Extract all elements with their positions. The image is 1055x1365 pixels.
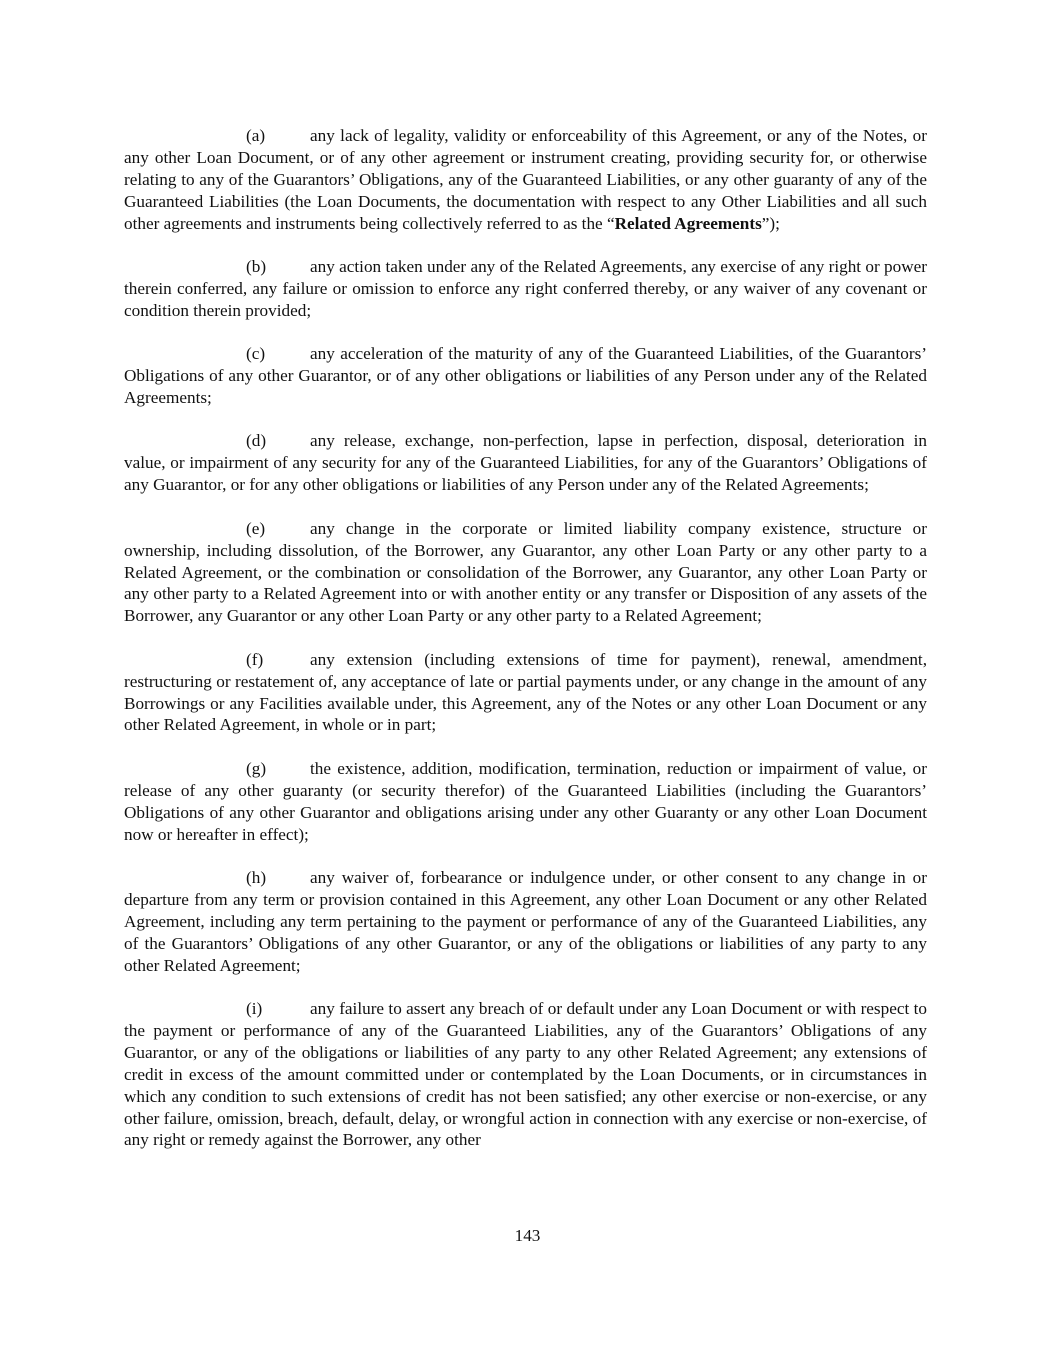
paragraph-marker: (d) (246, 431, 267, 451)
paragraph-text-end: ”); (761, 213, 780, 233)
paragraph-text: the existence, addition, modification, termination, reduction or impairment of value, or release of any other guaranty (or security therefor) of the Guaranteed Liabilities (including the Guarantors’ Obligations of any other Guarantor and obligations arising under any other Guaranty or any other Loan Document now or hereafter in effect); (124, 758, 927, 844)
paragraph-f (124, 649, 927, 737)
paragraph-marker: (c) (246, 344, 266, 364)
paragraph-d (124, 430, 927, 496)
paragraph-text: any change in the corporate or limited liability company existence, structure or ownership, including dissolution, of the Borrower, any Guarantor, any other Loan Party or any other party to a Related Agreement, or the combination or consolidation of the Borrower, any Guarantor, any other Loan Party or any other party to a Related Agreement into or with another entity or any transfer or Disposition of any assets of the Borrower, any Guarantor or any other Loan Party or any other party to a Related Agreement; (124, 518, 927, 626)
paragraph-c (124, 343, 927, 409)
paragraph-text: any action taken under any of the Related Agreements, any exercise of any right or power therein conferred, any failure or omission to enforce any right conferred thereby, or any waiver of any covenant or condition therein provided; (124, 257, 927, 320)
defined-term: Related Agreements (614, 213, 762, 233)
paragraph-text: any lack of legality, validity or enforceability of this Agreement, or any of the Notes, or any other Loan Document, or of any other agreement or instrument creating, providing security for, or otherwise relating to any of the Guarantors’ Obligations, any of the Guaranteed Liabilities, or any other guaranty of any of the Guaranteed Liabilities (the Loan Documents, the documentation with respect to any Other Liabilities and all such other agreements and instruments being collectively referred to as the “ (124, 126, 927, 233)
paragraph-e (124, 518, 927, 628)
paragraph-text: any extension (including extensions of time for payment), renewal, amendment, restructuring or restatement of, any acceptance of late or partial payments under, or any change in the amount of any Borrowings or any Facilities available under, this Agreement, any of the Notes or any other Loan Document or any other Related Agreement, in whole or in part; (124, 649, 927, 735)
paragraph-a (124, 125, 927, 235)
paragraph-marker: (e) (246, 518, 266, 538)
paragraph-text: any acceleration of the maturity of any of the Guaranteed Liabilities, of the Guarantors’ Obligations of any other Guarantor, or of any other obligations or liabilities of any Person under any of the Related Agreements; (124, 344, 927, 408)
paragraph-marker: (f) (246, 649, 264, 669)
paragraph-text: any release, exchange, non-perfection, lapse in perfection, disposal, deterioration in value, or impairment of any security for any of the Guaranteed Liabilities, for any of the Guarantors’ Obligations of any Guarantor, or for any other obligations or liabilities of any Person under any of the Related Agreements; (124, 431, 927, 495)
paragraph-marker: (b) (246, 257, 267, 277)
paragraph-i (124, 998, 927, 1151)
paragraph-g (124, 758, 927, 846)
page-number: 143 (514, 1226, 541, 1245)
paragraph-marker: (i) (246, 999, 263, 1018)
paragraph-marker: (g) (246, 758, 267, 778)
paragraph-marker: (h) (246, 867, 267, 887)
paragraph-b (124, 256, 927, 322)
paragraph-text: any failure to assert any breach of or default under any Loan Document or with respect to the payment or performance of any of the Guaranteed Liabilities, any of the Guarantors’ Obligations of any Guarantor, or any of the obligations or liabilities of any party to any other Related Agreement; any extensions of credit in excess of the amount committed under or contemplated by the Loan Documents, or in circumstances in which any condition to such extensions of credit has not been satisfied; any other exercise or non-exercise, or any other failure, omission, breach, default, delay, or wrongful action in connection with any exercise or non-exercise, of any right or remedy against the Borrower, any other (124, 999, 927, 1150)
paragraph-text: any waiver of, forbearance or indulgence under, or other consent to any change in or departure from any term or provision contained in this Agreement, any other Loan Document or any other Related Agreement, including any term pertaining to the payment or performance of any of the Guaranteed Liabilities, any of the Guarantors’ Obligations of any other Guarantor, or any of the obligations or liabilities of any party to any other Related Agreement; (124, 867, 927, 975)
paragraph-h (124, 867, 927, 977)
paragraph-marker: (a) (246, 126, 266, 145)
document-body (124, 125, 927, 1173)
